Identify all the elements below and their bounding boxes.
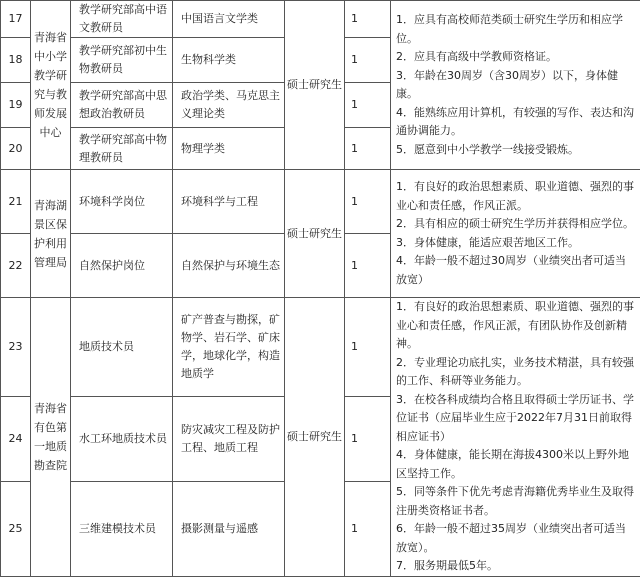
requirement-line: 5．愿意到中小学教学一线接受锻炼。 (396, 141, 636, 160)
requirement-line: 1．有良好的政治思想素质、职业道德、强烈的事业心和责任感，作风正派。 (396, 178, 636, 215)
count-cell: 1 (345, 1, 391, 38)
education-cell: 硕士研究生 (285, 1, 345, 170)
position-cell: 地质技术员 (71, 298, 173, 397)
table-row (1, 1, 640, 38)
count-cell: 1 (345, 396, 391, 481)
count-cell: 1 (345, 234, 391, 298)
position-cell: 教学研究部高中思想政治教研员 (71, 83, 173, 128)
major-cell: 摄影测量与遥感 (173, 482, 285, 576)
row-number: 21 (1, 170, 31, 234)
row-number: 19 (1, 83, 31, 128)
requirement-line: 4．身体健康，能长期在海拔4300米以上野外地区坚持工作。 (396, 446, 636, 483)
row-number: 18 (1, 38, 31, 83)
requirement-line: 4．能熟练应用计算机，有较强的写作、表达和沟通协调能力。 (396, 104, 636, 141)
count-cell: 1 (345, 38, 391, 83)
requirements-cell (391, 1, 640, 170)
requirement-line: 3．在校各科成绩均合格且取得硕士学历证书、学位证书（应届毕业生应于2022年7月31日前取得相应证书） (396, 391, 636, 447)
position-cell: 自然保护岗位 (71, 234, 173, 298)
major-cell: 矿产普查与勘探，矿物学、岩石学、矿床学，地球化学，构造地质学 (173, 298, 285, 397)
requirement-line: 2．具有相应的硕士研究生学历并获得相应学位。 (396, 215, 636, 234)
row-number: 22 (1, 234, 31, 298)
position-cell: 教学研究部初中生物教研员 (71, 38, 173, 83)
major-cell: 生物科学类 (173, 38, 285, 83)
organization-cell: 青海省中小学教学研究与教师发展中心 (31, 1, 71, 170)
count-cell: 1 (345, 298, 391, 397)
table-row (1, 298, 640, 397)
position-cell: 教学研究部高中物理教研员 (71, 128, 173, 170)
requirement-line: 2．专业理论功底扎实，业务技术精湛，具有较强的工作、科研等业务能力。 (396, 354, 636, 391)
table-row (1, 170, 640, 234)
row-number: 20 (1, 128, 31, 170)
row-number: 17 (1, 1, 31, 38)
requirements-cell (391, 298, 640, 577)
row-number: 23 (1, 298, 31, 397)
requirement-line: 1．应具有高校师范类硕士研究生学历和相应学位。 (396, 11, 636, 48)
requirement-line: 3．年龄在30周岁（含30周岁）以下，身体健康。 (396, 67, 636, 104)
count-cell: 1 (345, 482, 391, 576)
major-cell: 物理学类 (173, 128, 285, 170)
requirement-line: 2．应具有高级中学教师资格证。 (396, 48, 636, 67)
major-cell: 中国语言文学类 (173, 1, 285, 38)
major-cell: 自然保护与环境生态 (173, 234, 285, 298)
requirement-line: 6．年龄一般不超过35周岁（业绩突出者可适当放宽）。 (396, 520, 636, 557)
row-number: 25 (1, 482, 31, 576)
count-cell: 1 (345, 83, 391, 128)
count-cell: 1 (345, 170, 391, 234)
organization-cell: 青海省有色第一地质勘查院 (31, 298, 71, 577)
organization-cell: 青海湖景区保护利用管理局 (31, 170, 71, 298)
requirement-line: 5．同等条件下优先考虑青海籍优秀毕业生及取得注册类资格证书者。 (396, 483, 636, 520)
education-cell: 硕士研究生 (285, 170, 345, 298)
major-cell: 政治学类、马克思主义理论类 (173, 83, 285, 128)
count-cell: 1 (345, 128, 391, 170)
position-cell: 三维建模技术员 (71, 482, 173, 576)
requirement-line: 7．服务期最低5年。 (396, 557, 636, 576)
position-cell: 水工环地质技术员 (71, 396, 173, 481)
major-cell: 防灾减灾工程及防护工程、地质工程 (173, 396, 285, 481)
requirement-line: 4．年龄一般不超过30周岁（业绩突出者可适当放宽） (396, 252, 636, 289)
position-cell: 教学研究部高中语文教研员 (71, 1, 173, 38)
education-cell: 硕士研究生 (285, 298, 345, 577)
requirements-cell (391, 170, 640, 298)
position-cell: 环境科学岗位 (71, 170, 173, 234)
row-number: 24 (1, 396, 31, 481)
major-cell: 环境科学与工程 (173, 170, 285, 234)
requirement-line: 1．有良好的政治思想素质、职业道德、强烈的事业心和责任感，作风正派，有团队协作及创新精神。 (396, 298, 636, 354)
requirement-line: 3．身体健康，能适应艰苦地区工作。 (396, 234, 636, 253)
